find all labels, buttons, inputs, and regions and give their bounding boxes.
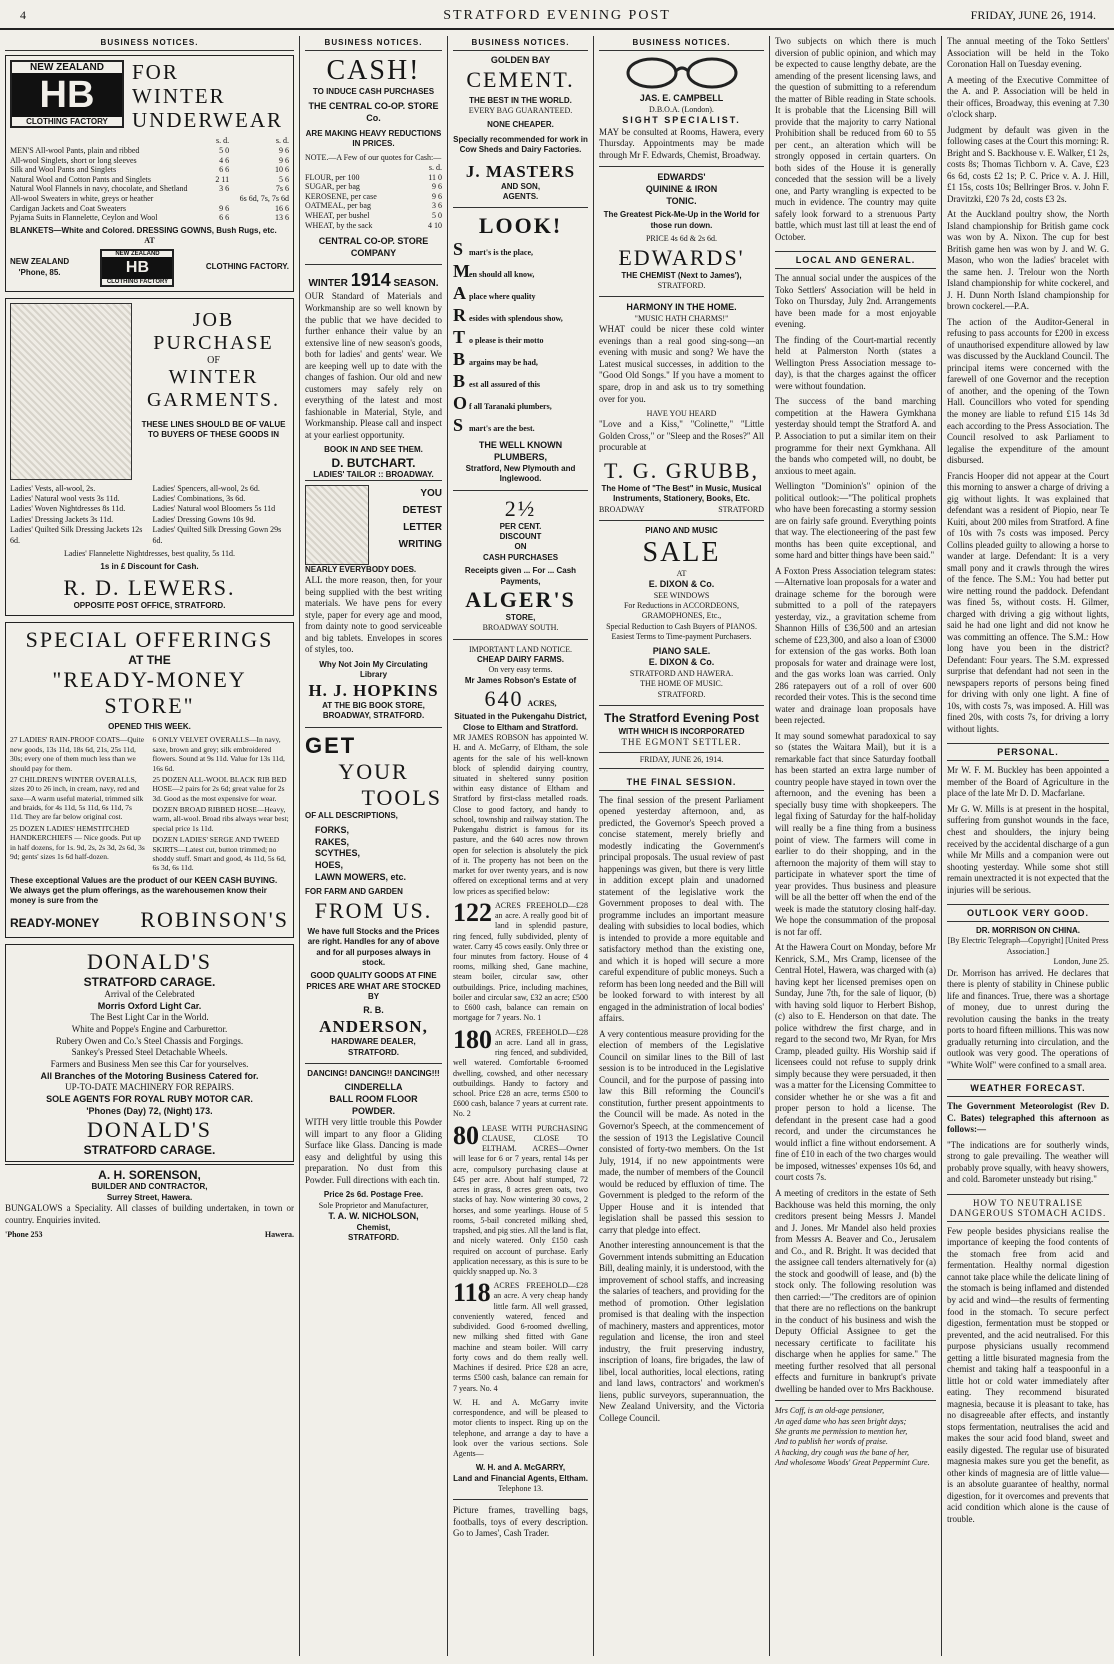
robinson-name: ROBINSON'S [140,906,289,932]
list-item: The annual social under the auspices of the Toko Settlers' Association will be held in Toko on Thursday, July 2nd. Arrangements have been made for a most enjoyable evening. [775,273,936,330]
list-item: Wellington "Dominion's" opinion of the political outlook:—"The political prophets who have been forecasting a stormy session are on fairly safe ground. Everything points that way. The electioneering of the past few months has been quite exceptional, and some hard and bitter things have been said." [775,481,936,561]
table-row: WHEAT, by the sack 4 10 [305,220,442,230]
list-item: 118 ACRES FREEHOLD—£28 an acre. A very cheap handy little farm. All well grassed, conveniently watered, fenced and subdivided. Good 6-roomed dwelling, new milking shed fitted with Gane machine and steam boiler. Will carry forty cows and do them really well. Machines if desired. Price £28 an acre, terms £500 cash, balance can remain for 7 years. No. 4 [453,1278,588,1393]
butchart-advert: WINTER 1914 SEASON. OUR Standard of Materials and Workmanship are so well known by the public that we have decided to further enhance their value by an extensive line of new season's goods, both for ladies' and gents' wear. We are keeping well up to date with the changes of fashion. Our old and new customers may safely rely on everything of the latest and most fashionable in Material, Style, and Workmanship. Please call and inspect at your earliest opportunity. BOOK IN AND SEE THEM. D. BUTCHART. LADIES' TAILOR :: BROADWAY. [305,270,442,480]
list-item: RAKES, [315,836,350,847]
list-item: 27 CHILDREN'S WINTER OVERALLS, sizes 20 to 26 inch, in cream, navy, red and saxe—A warm useful material, trimmed silk and braids, for 4s 11d, 5s 11d, 6s 11d, 7s 11d. They are far below original cost. [10,774,144,822]
court-notice: Francis Hooper did not appear at the Court this morning to answer a charge of driving a gig without lights. It was explained that defendant was a resident of Piopio, near Te Kuiti, about 200 miles from Stratford. A fine of 10s with 7s costs was imposed. Percy Collins pleaded guilty to allowing a horse to wander at large. Defendant: It is a very small pony and it crawls through the wires of the fence. The S.M.: You had better put wire netting round the paddock. Defendant was fined 5s, without costs. H. Gilmer, charged with driving a gig without lights, said he had one light and did not know he was committing an offence. The S.M.: How long have you been in the district? Defendant: Four years. The S.M. expressed surprise that defendant had not seen in the newspapers reports of persons being fined for driving with only one light. A fine of 10s, with costs 7s, was imposed. A. Hill was fined 20s, with costs 7s, for driving a lorry without lights. [947,470,1109,734]
land-notice: IMPORTANT LAND NOTICE. CHEAP DAIRY FARMS. On very easy terms. Mr James Robson's Estate of 640 ACRES, Situated in the Pukengahu District, Close to Eltham and Stratford. MR JAMES ROBSON has appointed W. H. and A. McGarry, of Eltham, the sole agents for the sale of his well-known block of splendid dairying country, situated in sheltered sunny position within easy distance of Eltham and Stratford by first-class metalled roads. Close to good factory, and handy to school, township and railway station. The Pukengahu district is famous for its pasture, and the 640 acres now thrown open for selection is absolutely the pick of it. The property has not been on the market for over twenty years, and is now offered on exceptional terms and at very low prices as specified below: 122 ACRES FREEHOLD—£28 an acre. A really good bit of land in splendid pasture, ring fenced, fully subdivided, plenty of water. Carry 45 cows easily. Only three or four minutes from factory. House of 4 rooms, milking shed, Gane machine, steam boiler, circular saw, other outbuildings. Price, including machines, boiler and circular saw, £32 an acre; £500 to £600 cash, balance can remain on mortgage for 7 years. No. 1 180 ACRES, FREEHOLD—£28 an acre. Land all in grass, ring fenced, and subdivided, well watered. Comfortable 6-roomed dwelling, cowshed, and other necessary outbuildings. Handy to factory and school. Price £28 an acre, terms £500 to £600 cash, balance 7 years at current rate. No. 2 80 LEASE WITH PURCHASING CLAUSE, CLOSE TO ELTHAM. ACRES—Owner will lease for 6 or 7 years, rental 14s per acre, compulsory purchasing clause at £45 per acre. About half stumped, 72 acres in grass, 8 acres green oats, two stacks of hay. Now wintering 30 cows, 2 horses, and some yearlings. House of 5 rooms, 5-bail concreted milking shed, trapshed, and pig sties. All the land is flat, and nicely watered. Only £150 cash required on account of purchase. Early application necessary, as this is sure to be quickly snapped up. No. 3 118 ACRES FREEHOLD—£28 an acre. A very cheap handy little farm. All well grassed, conveniently watered, fenced and subdivided. Good 6-roomed dwelling, new milking shed fitted with Gane machine and steam boiler. Will carry forty cows and do them really well. Machines if desired. Price £28 an acre, terms £500 cash, balance can remain for 7 years. No. 4 W. H. and A. McGarry invite correspondence, and will be pleased to motor clients to inspect. Ring up on the telephone, and arrange a day to have a look over the various sections. Sole Agents— W. H. and A. McGARRY, Land and Financial Agents, Eltham. Telephone 13. Picture frames, travelling bags, footballs, toys of every description. Go to James', Cash Trader. [453,644,588,1539]
list-item: Ladies' Combinations, 3s 6d. [152,493,246,503]
list-item: FORKS, [315,824,350,835]
hb-clothing-advert [5,55,294,292]
coop-advert: CASH! TO INDUCE CASH PURCHASES THE CENTRAL CO-OP. STORE Co. ARE MAKING HEAVY REDUCTIONS IN PRICES. NOTE.—A Few of our quotes for Cash:— s. d. FLOUR, per 100 11 0 SUGAR, per bag 9 6 KEROSENE, per case 9 6 OATMEAL, per bag 3 6 WHEAT, per bushel 5 0 WHEAT, by the sack 4 10 CENTRAL CO-OP. STORE COMPANY [305,55,442,258]
post-nameplate: The Stratford Evening Post WITH WHICH IS INCORPORATED THE EGMONT SETTLER. FRIDAY, JUNE 26, 1914. [599,711,764,768]
list-item: DOZEN LADIES' SERGE AND TWEED SKIRTS—Latest cut, button trimmed; no shoddy stuff. Smart and good, 4s 11d, 5s 6d, 6s 3d, 6s 11d. [152,835,286,873]
list-item: Ladies' Vests, all-wool, 2s. [10,483,96,493]
edwards-advert: EDWARDS' QUININE & IRON TONIC. The Greatest Pick-Me-Up in the World for those run down. PRICE 4s 6d & 2s 6d. EDWARDS' THE CHEMIST (Next to James'), STRATFORD. [603,172,760,290]
list-item: Ladies' Dressing Gowns 10s 9d. [152,514,256,524]
lewers-name: R. D. LEWERS. [63,574,236,600]
list-item: Ladies' Natural wool vests 3s 11d. [10,493,120,503]
list-item: Of all Taranaki plumbers, [453,393,552,414]
nicholson-advert: DANCING! DANCING!! DANCING!!! CINDERELLA BALL ROOM FLOOR POWDER. WITH very little trouble this Powder will impart to any floor a Gliding Surface like Glass. Dancing is made easy and delightful by using this preparation. No dust from this Powder. Full directions with each tin. Price 2s 6d. Postage Free. Sole Proprietor and Manufacturer, T. A. W. NICHOLSON, Chemist, STRATFORD. [305,1068,442,1243]
list-item: Arrival of the Celebrated [104,988,195,999]
list-item: Rubery Owen and Co.'s Steel Chassis and Forgings. [55,1035,244,1046]
letter-writer-illustration [305,485,369,565]
list-item: 180 ACRES, FREEHOLD—£28 an acre. Land all in grass, ring fenced, and subdivided, well watered. Comfortable 6-roomed dwelling, cowshed, and other necessary outbuildings. Handy to factory and school. Price £28 an acre, terms £500 to £600 cash, balance 7 years at current rate. No. 2 [453,1024,588,1119]
china-article: OUTLOOK VERY GOOD. DR. MORRISON ON CHINA. [By Electric Telegraph—Copyright] [United Press Association.] London, June 25. Dr. Morrison has arrived. He declares that there is plenty of stability in Chinese public life and finances. True, there was a shortage of money, due to unrest during the revolution causing the banks in the treaty ports to hoard fifteen millions. This was now gradually returning into circulation, and the outlook was very good. The operations of "White Wolf" were confined to a small area. [947,904,1109,1071]
grubb-advert: HARMONY IN THE HOME. "MUSIC HATH CHARMS!" WHAT could be nicer these cold winter evenings than a real good sing-song—an evening with music and song? We have the Latest musical successes, in addition to the "Good Old Songs." If you have a moment to spare, drop in and ask us to try something over for you. HAVE YOU HEARD "Love and a Kiss," "Colinette," "Little Golden Cross," or "Sleep and the Roses?" All procurable at T. G. GRUBB, The Home of "The Best" in Music, Musical Instruments, Stationery, Books, Etc. BROADWAY STRATFORD [599,302,764,514]
list-item: The Best Light Car in the World. [90,1012,209,1023]
list-item: 80 LEASE WITH PURCHASING CLAUSE, CLOSE TO ELTHAM. ACRES—Owner will lease for 6 or 7 years, rental 14s per acre, compulsory purchasing clause at £45 per acre. About half stumped, 72 acres in grass, 8 acres green oats, two stacks of hay. Now wintering 30 cows, 2 horses, and some yearlings. House of 5 rooms, 5-bail concreted milking shed, trapshed, and pig sties. All the land is flat, and nicely watered. Only £150 cash required on account of purchase. Early application necessary, as this is sure to be quickly snapped up. No. 3 [453,1120,588,1276]
list-item: Ladies' Natural wool Bloomers 5s 11d [152,504,276,514]
hb-at: AT [144,236,155,246]
list-item: LAWN MOWERS, etc. [315,871,407,882]
donald-advert: DONALD'S STRATFORD CARAGE. Arrival of the Celebrated Morris Oxford Light Car. The Best Light Car in the World. White and Poppe's Engine and Carburettor. Rubery Owen and Co.'s Steel Chassis and Forgings. Sankey's Pressed Steel Detachable Wheels. Farmers and Business Men see this Car for yourselves. All Branches of the Motoring Business Catered for. UP-TO-DATE MACHINERY FOR REPAIRS. SOLE AGENTS FOR ROYAL RUBY MOTOR CAR. 'Phones (Day) 72, (Night) 173. DONALD'S STRATFORD CARAGE. [5,944,294,1163]
lewers-address: OPPOSITE POST OFFICE, STRATFORD. [73,600,226,610]
column-1 [0,36,300,1656]
list-item: A meeting of creditors in the estate of Seth Backhouse was held this morning, the only creditors present being Messrs J. Mandel and J. Jones. Mr Mandel also held proxies from Messrs A. Beaver and Co., Jerusalem and Co., and R. Bright. It was decided that the assignee call tenders alternatively for (a) the stock and goodwill of lease, and (b) the stock only. The following resolution was then carried:—"The creditors are of opinion that there are no reflections on the bankrupt in the conduct of his business and wish the Deputy Official Assignee to get the necessary certificate to facilitate his discharge when he applies for same." The meeting further resolved that all personal effects and furniture in bankrupt's private dwelling be handed over to Mrs Backhouse. [775,1187,936,1394]
auditor-notice: The action of the Auditor-General in refusing to pass accounts for £200 in excess of unauthorised expenditure allowed by law was discussed by the Auckland Council. The principal items were concerned with the farewell of one Governor and the reception of another, and the opening of the Town Hall. Councillors who voted for spending the money are liable to refund £15 14s 3d each according to the Press Association. The Council resolved to ask Parliament to legalise the expenditure of the amount disbursed. [947,316,1109,466]
judgment-notice: Judgment by default was given in the following cases at the Court this morning: R. Bright and S. Backhouse v. E. Walker, £1 2s, costs 8s; Thomas Tichborn v. A. Cave, £23 6s 6d, costs £2 1s; P. C. Price v. A. J. Hill, £1 15s, costs 10s; Bellringer Bros. v. John F. Dravitzki, £20 7s 2d, costs £3 2s. [947,124,1109,204]
robinson-advert: SPECIAL OFFERINGS AT THE "READY-MONEY STORE" OPENED THIS WEEK. 27 LADIES' RAIN-PROOF COATS—Quite new goods, 13s 11d, 18s 6d, 21s, 25s 11d, 30s; every one of them much less than we should pay for them. 27 CHILDREN'S WINTER OVERALLS, sizes 20 to 26 inch, in cream, navy, red and saxe—A warm useful material, trimmed silk and braids, for 4s 11d, 5s 11d, 6s 11d, 7s 11d. They are far below original cost. 25 DOZEN LADIES' HEMSTITCHED HANDKERCHIEFS — Nice goods. Put up in half dozens, for 1s. 9d, 2s, 2s 3d, 2s 6d, 3s 9d; gents' sizes 1s 6d half-dozen. 6 ONLY VELVET OVERALLS—In navy, saxe, brown and grey; silk embroidered flowers. Sound at 9s 11d. Value for 13s 11d, 16s 6d. 25 DOZEN ALL-WOOL BLACK RIB BED HOSE—2 pairs for 2s 6d; great value for 2s 3d. Good as the most expensive for wear. DOZEN BROAD RIBBED HOSE—Heavy, warm, all-wool. Broad ribs always wear best; special price 1s 11d. DOZEN LADIES' SERGE AND TWEED SKIRTS—Latest cut, button trimmed; no shoddy stuff. Smart and good, 4s 11d, 5s 6d, 6s 3d, 6s 11d. These exceptional Values are the product of our KEEN CASH BUYING. We always get the plum offerings, as the warehousemen know their money is sure from the READY-MONEY ROBINSON'S [5,622,294,938]
table-row: All-wool Singlets, short or long sleeves 4 6 9 6 [10,155,289,165]
table-row: OATMEAL, per bag 3 6 [305,201,442,211]
list-item: SOLE AGENTS FOR ROYAL RUBY MOTOR CAR. [46,1094,253,1105]
peppermint-cure-verse: Mrs Coff, is an old-age pensioner, An aged dame who has seen bright days; She grants me permission to mention her, And to publish her words of praise. A hacking, dry cough was the bane of her, And wholesome Woods' Great Peppermint Cure. [775,1406,930,1468]
smart-plumbers-advert: LOOK! Smart's is the place, Men should all know, Aplace where quality Resides with splendous show, To please is their motto Bargains may be had, Best all assured of this Of all Taranaki plumbers, Smart's are the best. THE WELL KNOWN PLUMBERS, Stratford, New Plymouth and Inglewood. [453,213,588,484]
list-item: DOZEN BROAD RIBBED HOSE—Heavy, warm, all-wool. Broad ribs always wear best; special price 1s 11d. [152,805,289,833]
table-row: Natural Wool and Cotton Pants and Singlets 2 11 5 6 [10,174,289,184]
table-row: WHEAT, per bushel 5 0 [305,210,442,220]
list-item: Resides with splendous show, [453,305,563,326]
list-item: Mr W. F. M. Buckley has been appointed a member of the Board of Agriculture in the place of the late Mr D. D. Macfarlane. [947,765,1109,799]
robinson-store: "READY-MONEY STORE" [52,667,247,719]
garment-illustration [10,303,132,480]
list-item: Ladies' Woven Nightdresses 8s 11d. [10,504,126,514]
list-item: Ladies' Spencers, all-wool, 2s 6d. [152,483,260,493]
column-5 [770,36,942,1656]
list-item: At the Hawera Court on Monday, before Mr Kenrick, S.M., Mrs Cramp, licensee of the Central Hotel, Hawera, was charged with (a) having kept her licensed premises open on Sunday, June 7th, for the sale of liquor, (b) with having sold liquor to Herbert Bishop, (c) also to E. Henderson on that date. The police withdrew the first charge, and in regard to the second two, Mr Ryan, for Mrs Cramp, pleaded guilty. His Worship said if licensees could not refuse to supply drink simply because they were persuaded, it then was a matter for the Licensing Committee to consider whether he or she was a fit and proper person to hold a license. The defendant in the present case had a good record, and under the circumstances he would inflict a fine without endorsement. A fine of £10 in each of the two charges would be imposed, witnesses' expenses 10s 6d, and court costs 7s. [775,942,936,1183]
list-item: Farmers and Business Men see this Car for yourselves. [50,1059,249,1069]
list-item: Best all assured of this [453,371,540,392]
spectacles-icon [622,55,742,91]
list-item: All Branches of the Motoring Business Catered for. [40,1070,259,1081]
list-item: Ladies' Quilted Silk Dressing Gown 29s 6d. [152,525,282,545]
hb-small-logo: NEW ZEALAND HB CLOTHING FACTORY [100,249,174,287]
hopkins-advert: YOU DETEST LETTER WRITING NEARLY EVERYBODY DOES. ALL the more reason, then, for your being supplied with the best writing materials. We have pens for every style, paper for every age and mood, from dainty note to good serviceable and big tablets. Envelopes in scores of styles, too. Why Not Join My Circulating Library H. J. HOPKINS AT THE BIG BOOK STORE, BROADWAY, STRATFORD. [305,485,442,722]
column-4 [594,36,770,1656]
lewers-headline: JOB PURCHASE OF WINTER GARMENTS. THESE LINES SHOULD BE OF VALUE TO BUYERS OF THESE GOODS IN [141,308,286,440]
exec-notice: A meeting of the Executive Committee of the A. and P. Association will be held in their offices, Broadway, this evening at 7.30 o'clock sharp. [947,74,1109,120]
personal-section: PERSONAL. Mr W. F. M. Buckley has been appointed a member of the Board of Agriculture in the place of the late Mr D. D. Macfarlane. Mr G. W. Mills is at present in the hospital, suffering from gunshot wounds in the face, chest and shoulders, the injury being received by the accidental discharge of a gun while Mr Mills and a companion were out shooting yesterday. While some shot still remain unextracted it is not expected that the injuries will be serious. [947,743,1109,896]
table-row: Natural Wool Flannels in navy, chocolate, and Shetland 3 6 7s 6 [10,184,289,194]
lewers-items [10,484,289,546]
hb-footer: NEW ZEALAND 'Phone, 85. NEW ZEALAND HB CLOTHING FACTORY CLOTHING FACTORY. [10,250,289,285]
list-item: Sankey's Pressed Steel Detachable Wheels. [71,1047,228,1058]
local-and-general: LOCAL AND GENERAL. The annual social under the auspices of the Toko Settlers' Association will be held in Toko on Thursday, July 2nd. Arrangements have been made for a most enjoyable evening. The finding of the Court-martial recently held at Palmerston North (states a Wellington Press Association message to-day), is that the charges against the officer were without foundation. The success of the band marching competition at the Hawera Gymkhana yesterday should tempt the Stratford A. and P. Association to put a similar item on their programme for their next Gymkhana. All the bands who competed will, no doubt, be anxious to meet again. Wellington "Dominion's" opinion of the political outlook:—"The political prophets who have been forecasting a stormy session are on fairly safe ground. Everything points that way. The electioneering of the past few months has been quite exceptional, and some hard and bitter things have been said." A Foxton Press Association telegram states:—Alternative loan proposals for a water and drainage scheme for the borough were submitted to a poll of the ratepayers yesterday, viz., a gravitation scheme from Shannon Hills of £36,500 and an artesian scheme of £23,300, and also a loan of £3000 for extension of the gas works. Both loan proposals for water and drainage were lost, and the gas works loan was carried. Only 286 ratepayers out of a roll of over 600 recorded their votes. This is the second time water and drainage loan proposals have been rejected. It may sound somewhat paradoxical to say so (states the Waitara Mail), but it is a remarkable fact that since Saturday football has been started an extra large number of country people have stayed in town over the afternoon, and the evening has been a specially busy time with shopkeepers. The legal fixing of Saturday for the half-holiday will really be a fine thing from a business point of view. The farmers will come in earlier to do their shopping, and in the afternoon the majority of them will stay to participate in whatever sport the time of year provides. Thus business and pleasure will be all the better off when the end of the week is made the statutory closing half-day. We hope the consummation of the proposal is not far off. At the Hawera Court on Monday, before Mr Kenrick, S.M., Mrs Cramp, licensee of the Central Hotel, Hawera, was charged with (a) having kept her licensed premises open on Sunday, June 7th, for the sale of liquor, (b) with having sold liquor to Herbert Bishop, (c) also to E. Henderson on that date. The police withdrew the first charge, and in regard to the second two, Mr Ryan, for Mrs Cramp, pleaded guilty. His Worship said if licensees could not refuse to supply drink simply because they were persuaded, it then was a matter for the Licensing Committee to consider whether he or she was a fit and proper person to hold a license. The defendant in the present case had a good record, and under the circumstances he would inflict a fine without endorsement. A fine of £10 in each of the two charges would be imposed, witnesses' expenses 10s 6d, and court costs 7s. A meeting of creditors in the estate of Seth Backhouse was held this morning, the only creditors present being Messrs J. Mandel and J. Jones. Mr Mandel also held proxies from Messrs A. Beaver and Co., Jerusalem and Co., and R. Bright. It was decided that the assignee call tenders alternatively for (a) the stock and goodwill of lease, and (b) the stock only. The following resolution was then carried:—"The creditors are of opinion that there are no reflections on the bankrupt in the conduct of his business and wish the Deputy Official Assignee to get the necessary certificate to facilitate his discharge when he applies for same." The meeting further resolved that all personal effects and furniture in bankrupt's private dwelling be handed over to Mrs Backhouse. [775,251,936,1395]
final-session-article: THE FINAL SESSION. The final session of the present Parliament opened yesterday afternoon, and, as predicted, the Governor's Speech proved a concise statement, merely briefly and modestly indicating the Government's principal proposals. The usual review of past happenings was given, but there is very little in addition except plain and unadorned statement of the legislative work the Government proposes to deal with. The programme includes an important measure dealing with subsidies to local bodies, which is intended to provide a more equitable and satisfactory method than the existing one, and which it is hoped will secure a more careful expenditure of public moneys. Such a reform has been long needed and the Bill will be looked forward to with interest by all engaged in the administration of local bodies' affairs. A very contentious measure providing for the election of members of the Legislative Council on similar lines to the Bill of last session is to be introduced in the Legislative Council, and for the purpose of passing into law this Bill reforming the Council's constitution, further present appointments to the Council will be made. As noted in the Governor's Speech, at the commencement of the session of 1913 the Legislative Council consisted of forty-two members. On the 1st July, 1914, if no new appointments were made, the number of members of the Council would be reduced by effluxion of time. The Government is pledged to the reform of the Upper House and it is intended that legislation shall be passed this session to carry that pledge into effect. Another interesting announcement is that the Government intends submitting an Education Bill, dealing mainly, it is understood, with the improvement of school staffs, and increasing the salaries of teachers, and providing for the method of promotion. Other legislation promised is that dealing with the inspection of machinery, masters and apprentices, motor regulation and license, the iron and steel industry, the fruit preserving industry, inscription of loans, fire brigades, the law of libel, local authorities, local elections, rating and land laws, contractors' and workmen's liens, public surveyors, superannuation, the New Zealand University, and the Victoria College Council. [599,776,764,1423]
list-item: A Foxton Press Association telegram states:—Alternative loan proposals for a water and drainage scheme for the borough were submitted to a poll of the ratepayers yesterday, viz., a gravitation scheme from Shannon Hills of £36,500 and an artesian scheme of £23,300, and also a loan of £3000 for extension of the gas works. Both loan proposals for water and drainage were lost, and the gas works loan was carried. Only 286 ratepayers out of a roll of over 600 recorded their votes. This is the second time water and drainage loan proposals have been rejected. [775,565,936,726]
hb-headline: FOR WINTER UNDERWEAR [132,60,283,133]
table-row: All-wool Sweaters in white, greys or heather 6s 6d, 7s, 7s 6d [10,193,289,203]
list-item: Smart's is the place, [453,239,533,260]
lewers-extra: Ladies' Flannelette Nightdresses, best quality, 5s 11d. [63,548,236,558]
table-row: MEN'S All-wool Pants, plain and ribbed 5 0 9 6 [10,146,289,156]
column-3 [448,36,594,1656]
list-item: Ladies' Dressing Jackets 3s 11d. [10,514,114,524]
list-item: 122 ACRES FREEHOLD—£28 an acre. A really good bit of land in splendid pasture, ring fenced, fully subdivided, plenty of water. Carry 45 cows easily. Only three or four minutes from factory. House of 4 rooms, milking shed, Gane machine, steam boiler, circular saw, other outbuildings. Price, including machines, boiler and circular saw, £32 an acre; £500 to £600 cash, balance can remain on mortgage for 7 years. No. 1 [453,897,588,1023]
list-item: To please is their motto [453,327,544,348]
stomach-acids-article: HOW TO NEUTRALISE DANGEROUS STOMACH ACIDS. Few people besides physicians realise the importance of keeping the food contents of the stomach free from acid and fermentation. Healthy normal digestion cannot take place while the delicate lining of the stomach is being inflamed and distended by acid and wind—the results of fermenting food in the stomach. To secure perfect digestion, fermentation must be stopped or prevented, and the acid neutralised. For this purpose physicians usually recommend getting a little bisurated magnesia from the chemist and taking half a teaspoonful in a little hot or cold water immediately after eating. They recommend bisurated magnesia, because it is pleasant to take, has no disagreeable after effects, and instantly stops fermentation, neutralises the acid and makes the sour acid food bland, sweet and easily digested. The regular use of bisurated magnesia makes sure you get the benefit, as other kinds of magnesia are of little value—is an absolute guarantee of healthy, normal digestion, for it overcomes and prevents that acid condition which alone is the cause of trouble. [947,1194,1109,1525]
sorenson-advert: A. H. SORENSON, BUILDER AND CONTRACTOR, Surrey Street, Hawera. BUNGALOWS a Speciality. All classes of building undertaken, in town or country. Enquiries invited. 'Phone 253 Hawera. [5,1164,294,1240]
anderson-advert: GET YOUR TOOLS OF ALL DESCRIPTIONS, FORKS, RAKES, SCYTHES, HOES, LAWN MOWERS, etc. FOR FARM AND GARDEN FROM US. We have full Stocks and the Prices are right. Handles for any of above and for all purposes always in stock. GOOD QUALITY GOODS AT FINE PRICES ARE WHAT ARE STOCKED BY R. B. ANDERSON, HARDWARE DEALER, STRATFORD. [305,732,442,1057]
table-row: Silk and Wool Pants and Singlets 6 6 10 6 [10,165,289,175]
section-header: BUSINESS NOTICES. [453,36,588,51]
masthead [0,0,1114,30]
list-item: 25 DOZEN LADIES' HEMSTITCHED HANDKERCHIEFS — Nice goods. Put up in half dozens, for 1s. 9d, 2s, 2s 3d, 2s 6d, 3s 9d; gents' sizes 1s 6d half-dozen. [10,823,145,861]
weather-article: WEATHER FORECAST. The Government Meteorologist (Rev D. C. Bates) telegraphed this afternoon as follows:— "The indications are for southerly winds, strong to gale prevailing. The weather will probably prove squally, with heavy showers, and cold. Barometer unsteady but rising." [947,1079,1109,1186]
list-item: 6 ONLY VELVET OVERALLS—In navy, saxe, brown and grey; silk embroidered flowers. Sound at 9s 11d. Value for 13s 11d, 16s 6d. [152,735,285,773]
lewers-advert [5,298,294,617]
issue-date: FRIDAY, JUNE 26, 1914. [970,8,1096,22]
table-row: FLOUR, per 100 11 0 [305,172,442,182]
column-2 [300,36,448,1656]
final-session-continued: Two subjects on which there is much diversion of public opinion, and which may be expected to cause lengthy debate, are the amending of the present licensing laws, and the question of submitting to a referendum the matter of Bible reading in State schools. It is probable that the Licensing Bill will provide that the majority to carry National Prohibition shall be reduced from 60 to 55 per cent., an alteration which will be strongly opposed in certain quarters. On both sides of the House it is generally conceded that the session will be a lively one, and Party wrangling is expected to be much in evidence. The country may quite safely look forward to a strenuous Party battle, which must last till at least the end of October. [775,36,936,242]
column-6 [942,36,1114,1656]
list-item: Mr G. W. Mills is at present in the hospital, suffering from gunshot wounds in the face, chest and shoulders, the injury being received by the accidental discharge of a gun while Mr Mills and a companion were out shooting yesterday. While some shot still remain unextracted it is not expected that the injuries will be serious. [947,803,1110,895]
list-item: The success of the band marching competition at the Hawera Gymkhana yesterday should tempt the Stratford A. and P. Association to put a similar item on their programme for their next Gymkhana. All the bands who competed will, no doubt, be anxious to meet again. [775,396,936,476]
list-item: 27 LADIES' RAIN-PROOF COATS—Quite new goods, 13s 11d, 18s 6d, 21s, 25s 11d, 30s; every one of them much less than we should pay for them. [10,735,145,773]
list-item: Smart's are the best. [453,415,535,436]
toko-notice: The annual meeting of the Toko Settlers' Association will be held in the Toko Coronation Hall on Tuesday evening. [947,36,1109,70]
list-item: Ladies' Quilted Silk Dressing Jackets 12s 6d. [10,525,143,545]
list-item: Men should all know, [453,261,535,282]
section-header: BUSINESS NOTICES. [5,36,294,51]
list-item: Aplace where quality [453,283,536,304]
hb-blankets: BLANKETS—White and Colored. DRESSING GOWNS, Bush Rugs, etc. [10,225,277,235]
hb-price-table: s. d. s. d. MEN'S All-wool Pants, plain and ribbed 5 0 9 6 All-wool Singlets, short or long sleeves 4 6 9 6 Silk and Wool Pants and Singlets 6 6 10 6 Natural Wool and Cotton Pants and Singlets 2 11 5 6 Natural Wool Flannels in navy, chocolate, and Shetland 3 6 7s 6 All-wool Sweaters in white, greys or heather 6s 6d, 7s, 7s 6d Cardigan Jackets and Coat Sweaters 9 6 16 6 Pyjama Suits in Flannelette, Ceylon and Wool 6 6 13 6 [10,136,289,223]
newspaper-title: STRATFORD EVENING POST [443,8,671,23]
cement-advert: GOLDEN BAY CEMENT. THE BEST IN THE WORLD. EVERY BAG GUARANTEED. NONE CHEAPER. Specially recommended for work in Cow Sheds and Dairy Factories. J. MASTERS AND SON, AGENTS. [453,55,588,202]
poultry-notice: At the Auckland poultry show, the North Island championship for British game cock was won by A. Nixon. The cup for best British game hen was won by J. and W. G. Mason, who won the ladies' bracelet with the same hen. J. Trelour won the North Island championship for white cockerel, and J. H. Dunn North Island championship for brown cockerel.—P.A. [947,209,1109,312]
robinson-items [10,735,289,872]
alger-advert: 2½ PER CENT. DISCOUNT ON CASH PURCHASES Receipts given ... For ... Cash Payments, ALGER'S STORE, BROADWAY SOUTH. [464,495,577,633]
dixon-advert: PIANO AND MUSIC SALE AT E. DIXON & Co. SEE WINDOWS For Reductions in ACCORDEONS, GRAMOPHONES, Etc., Special Reduction to Cash Buyers of PIANOS. Easiest Terms to Time-payment Purchasers. PIANO SALE. E. DIXON & Co. STRATFORD AND HAWERA. THE HOME OF MUSIC. STRATFORD. [606,526,757,699]
list-item: The finding of the Court-martial recently held at Palmerston North (states a Wellington Press Association message to-day), is that the charges against the officer were without foundation. [775,334,936,391]
section-header: BUSINESS NOTICES. [305,36,442,51]
list-item: 'Phones (Day) 72, (Night) 173. [86,1105,213,1116]
table-row: KEROSENE, per case 9 6 [305,191,442,201]
lewers-discount: 1s in £ Discount for Cash. [100,562,199,572]
coop-price-table: s. d. FLOUR, per 100 11 0 SUGAR, per bag 9 6 KEROSENE, per case 9 6 OATMEAL, per bag 3 6 WHEAT, per bushel 5 0 WHEAT, by the sack 4 10 [305,162,442,230]
robinson-headline: SPECIAL OFFERINGS [25,627,274,653]
list-item: Morris Oxford Light Car. [97,1000,202,1011]
hb-logo: NEW ZEALAND HB CLOTHING FACTORY [10,60,124,128]
page-number: 4 [20,8,26,22]
table-row: Pyjama Suits in Flannelette, Ceylon and Wool 6 6 13 6 [10,213,289,223]
list-item: UP-TO-DATE MACHINERY FOR REPAIRS. [65,1082,234,1093]
table-row: Cardigan Jackets and Coat Sweaters 9 6 16 6 [10,203,289,213]
campbell-advert: JAS. E. CAMPBELL D.B.O.A. (London). SIGHT SPECIALIST. MAY be consulted at Rooms, Hawera, every Thursday. Appointments may be made through Mr F. Edwards, Chemist, Broadway. [599,55,764,161]
list-item: SCYTHES, [315,848,361,859]
list-item: Bargains may be had, [453,349,538,370]
list-item: HOES, [315,859,344,870]
table-row: SUGAR, per bag 9 6 [305,182,442,192]
section-header: BUSINESS NOTICES. [599,36,764,51]
list-item: 25 DOZEN ALL-WOOL BLACK RIB BED HOSE—2 pairs for 2s 6d; great value for 2s 3d. Good as the most expensive for wear. [152,774,287,803]
list-item: White and Poppe's Engine and Carburettor. [71,1023,228,1034]
list-item: It may sound somewhat paradoxical to say so (states the Waitara Mail), but it is a remarkable fact that since Saturday football has been started an extra large number of country people have stayed in town over the afternoon, and the evening has been a specially busy time with shopkeepers. The legal fixing of Saturday for the half-holiday will really be a fine thing from a business point of view. The farmers will come in earlier to do their shopping, and in the afternoon the majority of them will stay to participate in whatever sport the time of year provides. Thus business and pleasure will be all the better off when the end of the week is made the statutory closing half-day. We hope the consummation of the proposal is not far off. [775,730,936,937]
